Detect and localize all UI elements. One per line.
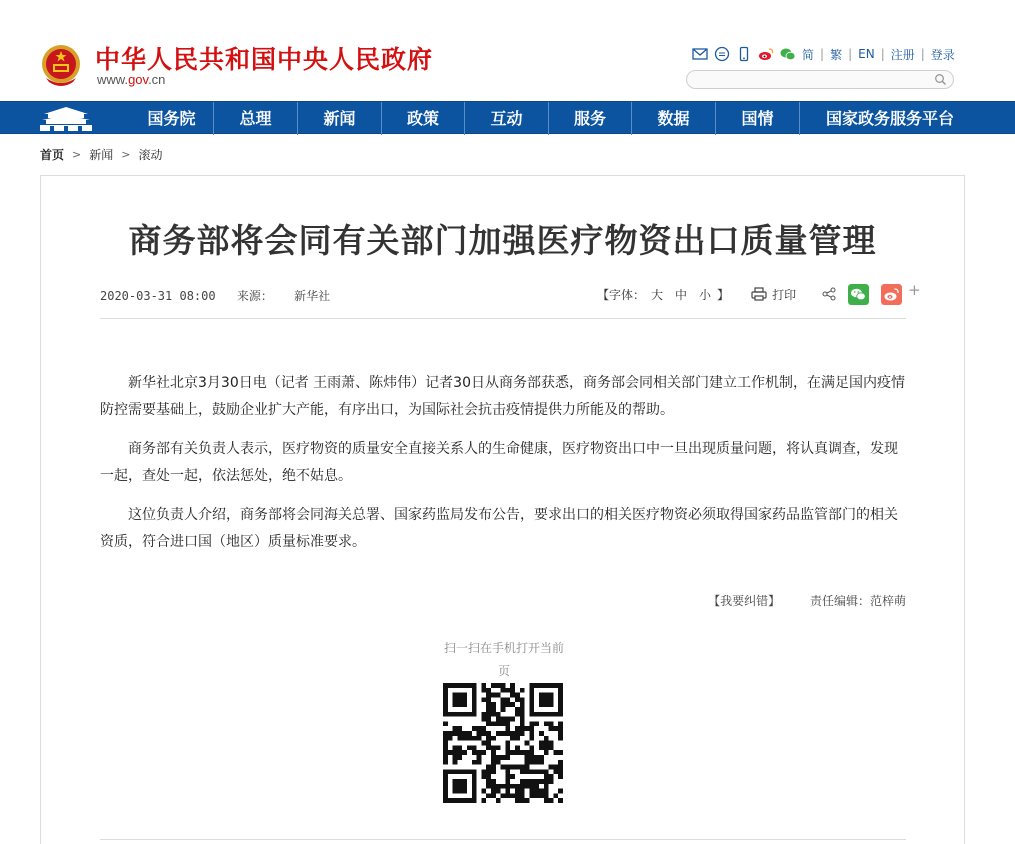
mobile-icon[interactable]	[736, 46, 752, 62]
breadcrumb-home[interactable]: 首页	[40, 148, 65, 162]
print-label: 打印	[772, 287, 797, 302]
article-date: 2020-03-31 08:00	[100, 289, 216, 303]
link-traditional[interactable]: 繁	[830, 47, 843, 62]
header-toolbar	[692, 45, 955, 63]
wechat-share-icon[interactable]	[848, 284, 869, 305]
qr-caption: 扫一扫在手机打开当前页	[443, 641, 564, 678]
site-domain[interactable]	[97, 72, 165, 87]
nav-list	[130, 102, 980, 135]
font-size-small-button[interactable]: 小	[699, 287, 712, 302]
nav-item-premier[interactable]: 总理	[213, 102, 297, 135]
print-button[interactable]	[751, 286, 796, 303]
bottom-divider	[100, 839, 906, 840]
toolbar-separator: |	[920, 47, 925, 61]
font-size-medium-button[interactable]: 中	[675, 287, 688, 302]
article-source-value: 新华社	[294, 289, 331, 303]
chevron-right-icon: >	[72, 148, 82, 161]
article-paragraph: 商务部有关负责人表示，医疗物资的质量安全直接关系人的生命健康，医疗物资出口中一旦出现质量问题，将认真调查，发现一起，查处一起，依法惩处，绝不姑息。	[100, 441, 898, 484]
search-box	[686, 70, 954, 89]
font-size-label: 【字体：	[597, 287, 646, 302]
article-container	[40, 175, 965, 844]
qr-code-icon	[443, 683, 563, 803]
national-emblem-icon[interactable]	[40, 42, 82, 88]
breadcrumb-news[interactable]: 新闻	[89, 148, 114, 162]
mail-icon[interactable]	[692, 46, 708, 62]
link-login[interactable]: 登录	[930, 47, 955, 62]
breadcrumb-rolling[interactable]: 滚动	[138, 148, 163, 162]
link-english[interactable]: EN	[858, 47, 875, 61]
chat-bubble-icon[interactable]	[714, 46, 730, 62]
link-simplified[interactable]: 简	[802, 47, 815, 62]
breadcrumb	[40, 146, 162, 163]
domain-prefix: www.	[97, 72, 129, 87]
share-icon[interactable]	[822, 287, 836, 301]
weibo-icon[interactable]	[758, 46, 774, 62]
link-register[interactable]: 注册	[890, 47, 915, 62]
tiananmen-logo-icon[interactable]	[38, 106, 94, 132]
meta-divider	[100, 318, 906, 319]
nav-item-policy[interactable]: 政策	[381, 102, 464, 135]
article-source-label: 来源：	[236, 289, 273, 303]
search-input[interactable]	[697, 74, 937, 91]
article-meta	[100, 287, 344, 304]
more-share-icon[interactable]: +	[908, 281, 921, 299]
weibo-share-icon[interactable]	[881, 284, 902, 305]
toolbar-separator: |	[820, 47, 825, 61]
font-size-close: 】	[717, 287, 730, 302]
toolbar-separator: |	[848, 47, 853, 61]
domain-main: gov	[128, 72, 149, 87]
main-nav	[0, 101, 1015, 134]
printer-icon	[751, 287, 767, 301]
font-size-large-button[interactable]: 大	[651, 287, 664, 302]
header	[0, 0, 1015, 101]
responsible-editor: 责任编辑：范梓萌	[809, 594, 906, 608]
toolbar-separator: |	[880, 47, 885, 61]
nav-item-national-info[interactable]: 国情	[715, 102, 799, 135]
report-error-link[interactable]: 【我要纠错】	[708, 594, 781, 608]
article-paragraph: 新华社北京3月30日电（记者 王雨萧、陈炜伟）记者30日从商务部获悉，商务部会同相关部门建立工作机制，在满足国内疫情防控需要基础上，鼓励企业扩大产能，有序出口，为国际社会抗击疫情提供力所能及的帮助。	[100, 375, 905, 418]
article-tools	[597, 281, 921, 304]
search-icon[interactable]	[934, 73, 947, 86]
wechat-icon[interactable]	[780, 46, 796, 62]
chevron-right-icon: >	[121, 148, 131, 161]
font-size-selector	[597, 286, 729, 303]
share-bar	[822, 281, 921, 305]
site-name[interactable]: 中华人民共和国中央人民政府	[95, 45, 434, 74]
article-body	[100, 370, 906, 568]
nav-item-state-council[interactable]: 国务院	[147, 109, 196, 128]
article-title: 商务部将会同有关部门加强医疗物资出口质量管理	[128, 221, 877, 260]
nav-item-interaction[interactable]: 互动	[464, 102, 548, 135]
nav-item-data[interactable]: 数据	[631, 102, 715, 135]
domain-suffix: .cn	[148, 72, 166, 87]
article-paragraph: 这位负责人介绍，商务部将会同海关总署、国家药监局发布公告，要求出口的相关医疗物资必须取得国家药品监管部门的相关资质，符合进口国（地区）质量标准要求。	[100, 507, 898, 550]
article-footer-meta	[100, 592, 906, 609]
nav-item-news[interactable]: 新闻	[297, 102, 381, 135]
nav-item-service[interactable]: 服务	[548, 102, 631, 135]
nav-item-service-platform[interactable]: 国家政务服务平台	[799, 102, 980, 135]
